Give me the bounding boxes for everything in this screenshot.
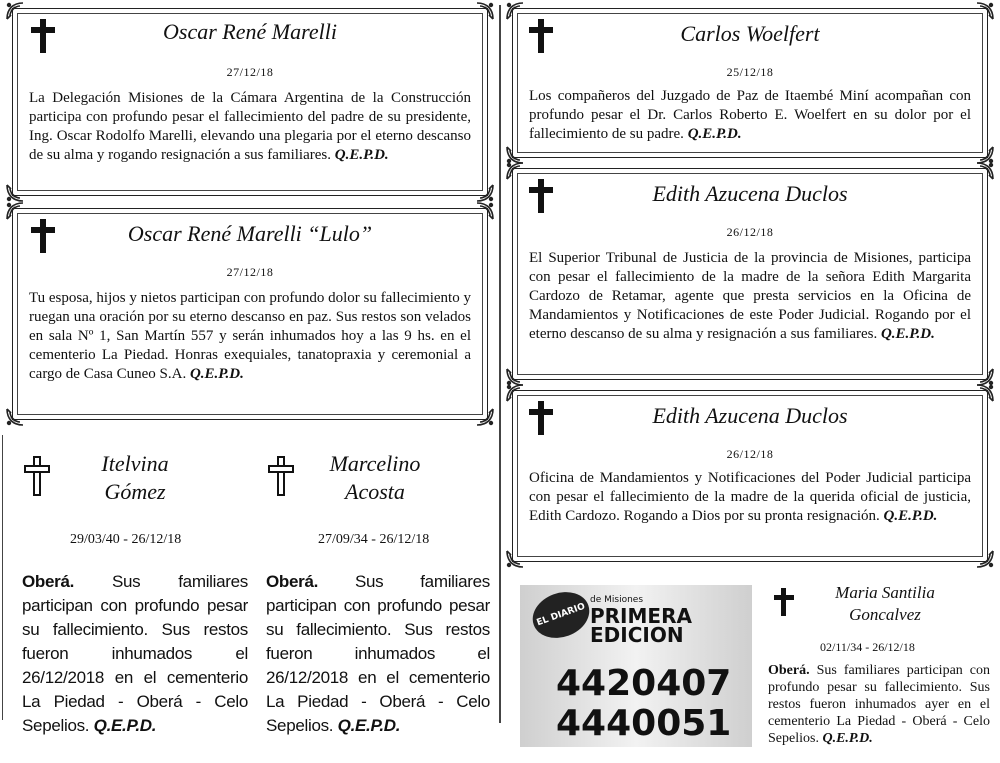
corner-ornament-icon [505,549,525,569]
obituary-notice [512,168,988,380]
corner-ornament-icon [5,1,25,21]
notice-date: 25/12/18 [726,65,774,79]
obituary-notice [512,8,988,158]
life-dates: 02/11/34 - 26/12/18 [820,640,915,654]
notice-text: Oberá. Sus familiares participan con profundo pesar su fallecimiento. Sus restos fueron inhumados el 26/12/2018 en el cementerio La Piedad - Oberá - Celo Sepelios. Q.E.P.D. [22,572,248,735]
obituary-notice [12,8,488,196]
deceased-name: Edith Azucena Duclos [652,403,848,428]
corner-ornament-icon [475,183,495,203]
deceased-name: Oscar René Marelli [163,19,337,44]
notice-text: La Delegación Misiones de la Cámara Argentina de la Construcción participa con profundo pesar el fallecimiento del padre de su presidente, Ing. Oscar Rodolfo Marelli, elevando una plegaria por el eterno descanso de su alma y rogando resignación a sus familiares. Q.E.P.D. [29,90,471,163]
notice-text: Oficina de Mandamientos y Notificaciones del Poder Judicial participa con pesar el fallecimiento de la madre de la querida oficial de justicia, Edith Cardozo. Rogando a Dios por su pronta resignación. Q.E.P.D. [529,470,971,524]
corner-ornament-icon [475,407,495,427]
notice-text: El Superior Tribunal de Justicia de la provincia de Misiones, participa con pesar el fallecimiento de la madre de la señora Edith Margarita Cardozo de Retamar, agente que presta servicios en la Oficina de Mandamientos y Notificaciones de este Poder Judicial. Rogando por el eterno descanso de su alma y resignación a sus familiares. Q.E.P.D. [529,250,971,342]
ad-subtitle: de Misiones [590,595,644,605]
cross-icon [268,456,294,496]
notice-date: 27/12/18 [226,265,274,279]
notice-text: Oberá. Sus familiares participan con profundo pesar su fallecimiento. Sus restos fueron inhumados ayer en el cementerio La Piedad - Oberá - Celo Sepelios. Q.E.P.D. [768,663,990,746]
ad-badge: EL DIARIO [526,585,596,646]
notice-date: 26/12/18 [726,447,774,461]
newspaper-ad [520,585,752,747]
deceased-name: Oscar René Marelli “Lulo” [127,221,373,246]
corner-ornament-icon [5,183,25,203]
life-dates: 27/09/34 - 26/12/18 [318,532,430,547]
corner-ornament-icon [475,201,495,221]
ad-brand: PRIMERA EDICION [590,604,692,647]
corner-ornament-icon [475,1,495,21]
notice-text: Tu esposa, hijos y nietos participan con profundo dolor su fallecimiento y ruegan una oración por su eterno descanso en paz. Sus restos son velados en sala Nº 1, San Martín 557 y serán inhumados hoy a las 9 hs. en el cementerio La Piedad. Honras exequiales, tanatopraxia y ceremonial a cargo de Casa Cuneo S.A. Q.E.P.D. [29,290,471,382]
column-divider [499,5,501,723]
corner-ornament-icon [975,383,995,403]
deceased-name: Itelvina Gómez [101,451,169,504]
corner-ornament-icon [505,1,525,21]
ad-phone: 4440051 [556,703,732,744]
deceased-name: Maria Santilia Goncalvez [835,583,935,624]
life-dates: 29/03/40 - 26/12/18 [70,532,182,547]
notice-text: Los compañeros del Juzgado de Paz de Itaembé Miní acompañan con profundo pesar el Dr. Carlos Roberto E. Woelfert en su dolor por el fallecimiento de su padre. Q.E.P.D. [529,88,971,142]
notice-date: 27/12/18 [226,65,274,79]
cross-icon [774,588,794,616]
cross-icon [24,456,50,496]
corner-ornament-icon [5,201,25,221]
ad-phone: 4420407 [556,663,732,704]
obituary-notice [512,390,988,562]
obituary-notice [12,208,488,420]
corner-ornament-icon [975,1,995,21]
corner-ornament-icon [975,161,995,181]
corner-ornament-icon [505,161,525,181]
corner-ornament-icon [975,549,995,569]
deceased-name: Marcelino Acosta [329,451,421,504]
corner-ornament-icon [5,407,25,427]
notice-date: 26/12/18 [726,225,774,239]
deceased-name: Carlos Woelfert [680,21,820,46]
corner-ornament-icon [505,383,525,403]
deceased-name: Edith Azucena Duclos [652,181,848,206]
column-divider-left [2,435,3,720]
notice-text: Oberá. Sus familiares participan con profundo pesar su fallecimiento. Sus restos fueron inhumados el 26/12/2018 en el cementerio La Piedad - Oberá - Celo Sepelios. Q.E.P.D. [266,572,490,735]
